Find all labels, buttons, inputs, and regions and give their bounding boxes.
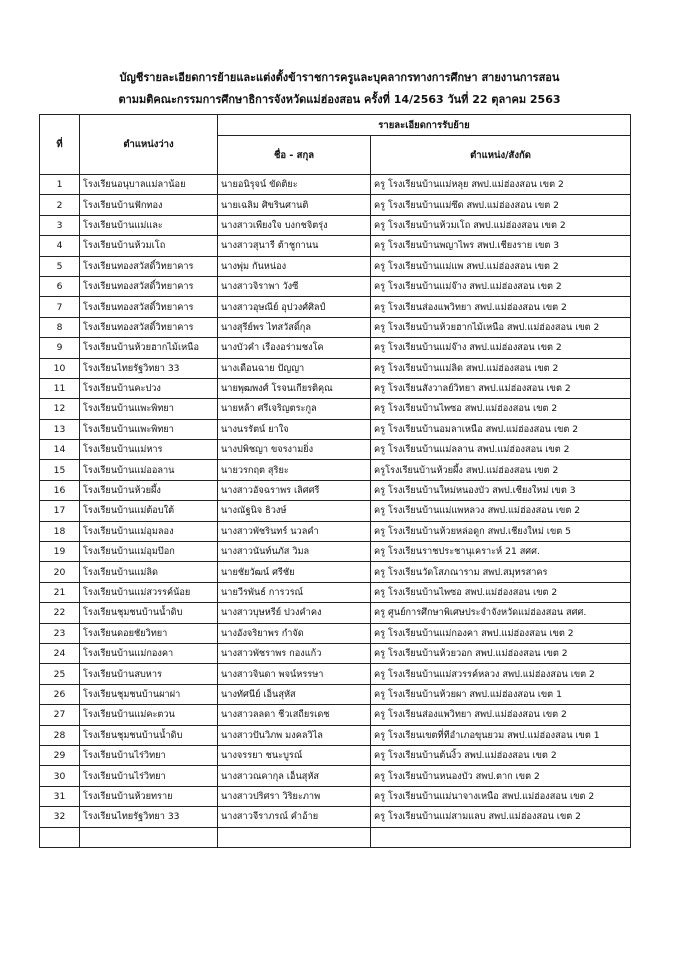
cell-no: 18 <box>40 521 80 541</box>
table-row <box>40 256 631 276</box>
cell-name: นางสาวสุนารี ต้าชูกานน <box>218 236 371 256</box>
cell-no: 10 <box>40 358 80 378</box>
cell-origin: ครู ศูนย์การศึกษาพิเศษประจำจังหวัดแม่ฮ่องสอน สศศ. <box>371 603 631 623</box>
cell-origin: ครู โรงเรียนส่องแพวิทยา สพป.แม่ฮ่องสอน เขต 2 <box>371 297 631 317</box>
cell-origin: ครู โรงเรียนบ้านห้วยวอก สพป.แม่ฮ่องสอน เขต 2 <box>371 643 631 663</box>
table-row <box>40 664 631 684</box>
cell-name: นายวรกฤต สุริยะ <box>218 460 371 480</box>
cell-position: โรงเรียนบ้านแม่คะตวน <box>80 705 218 725</box>
empty-cell <box>371 827 631 847</box>
cell-name: นายอนิรุจน์ ขัดติยะ <box>218 175 371 195</box>
cell-position: โรงเรียนทองสวัสดิ์วิทยาคาร <box>80 256 218 276</box>
cell-no: 9 <box>40 338 80 358</box>
cell-name: นายหล้า ศรีเจริญตระกูล <box>218 399 371 419</box>
cell-no: 23 <box>40 623 80 643</box>
cell-name: นางสาวพัชรินทร์ นวลคำ <box>218 521 371 541</box>
cell-origin: ครู โรงเรียนวัดโสภณาราม สพป.สมุทรสาคร <box>371 562 631 582</box>
table-row <box>40 195 631 215</box>
cell-no: 4 <box>40 236 80 256</box>
table-row <box>40 562 631 582</box>
cell-position: โรงเรียนบ้านแม่อุมป๊อก <box>80 542 218 562</box>
cell-name: นายเฉลิม ศิขรินศานติ <box>218 195 371 215</box>
cell-no: 11 <box>40 378 80 398</box>
cell-origin: ครู โรงเรียนบ้านห้วมเโถ สพป.แม่ฮ่องสอน เขต 2 <box>371 215 631 235</box>
cell-position: โรงเรียนบ้านแม่ต้อบใต้ <box>80 501 218 521</box>
table-row <box>40 582 631 602</box>
cell-name: นางณัฐนิจ ธิวงษ์ <box>218 501 371 521</box>
cell-no: 2 <box>40 195 80 215</box>
cell-name: นายชัยวัฒน์ ศรีชัย <box>218 562 371 582</box>
table-row <box>40 521 631 541</box>
cell-origin: ครู โรงเรียนบ้านแม่ลลาน สพป.แม่ฮ่องสอน เขต 2 <box>371 440 631 460</box>
cell-origin: ครู โรงเรียนบ้านห้วยหล่อดูก สพป.เชียงใหม่ เขต 5 <box>371 521 631 541</box>
table-row <box>40 643 631 663</box>
cell-position: โรงเรียนบ้านแม่ออลาน <box>80 460 218 480</box>
cell-name: นายพุฒพงศ์ โรจนเกียรติคุณ <box>218 378 371 398</box>
table-row <box>40 745 631 765</box>
table-row <box>40 378 631 398</box>
cell-no: 20 <box>40 562 80 582</box>
header-no: ที่ <box>40 115 80 175</box>
cell-name: นางสาวพัชราพร กองแก้ว <box>218 643 371 663</box>
empty-cell <box>218 827 371 847</box>
table-row <box>40 766 631 786</box>
cell-name: นางบัวคำ เรืองอร่ามชงโค <box>218 338 371 358</box>
cell-name: นางสาวเพียงใจ บงกชจิตรุ่ง <box>218 215 371 235</box>
cell-no: 31 <box>40 786 80 806</box>
header-detail: รายละเอียดการรับย้าย <box>218 115 631 136</box>
cell-no: 13 <box>40 419 80 439</box>
table-row <box>40 175 631 195</box>
cell-origin: ครูโรงเรียนบ้านห้วยผึ้ง สพป.แม่ฮ่องสอน เขต 2 <box>371 460 631 480</box>
cell-position: โรงเรียนบ้านแม่กองคา <box>80 643 218 663</box>
table-row <box>40 807 631 827</box>
table-row <box>40 501 631 521</box>
cell-origin: ครู โรงเรียนบ้านใหม่หนองบัว สพป.เชียงใหม่ เขต 3 <box>371 480 631 500</box>
table-row <box>40 440 631 460</box>
cell-position: โรงเรียนชุมชนบ้านน้ำดิบ <box>80 725 218 745</box>
cell-name: นางสาวอัจฉราพร เลิศศรี <box>218 480 371 500</box>
cell-name: นางทัศนีย์ เอ็นสุหัส <box>218 684 371 704</box>
cell-position: โรงเรียนบ้านห้วยฮากไม้เหนือ <box>80 338 218 358</box>
cell-no: 14 <box>40 440 80 460</box>
cell-name: นางสาวปันวิภพ มงคลวิไล <box>218 725 371 745</box>
cell-name: นางสาวณคากุล เอ็นสุหัส <box>218 766 371 786</box>
header-position: ตำแหน่งว่าง <box>80 115 218 175</box>
table-row <box>40 705 631 725</box>
cell-origin: ครู โรงเรียนบ้านไพซอ สพป.แม่ฮ่องสอน เขต 2 <box>371 582 631 602</box>
cell-position: โรงเรียนไทยรัฐวิทยา 33 <box>80 358 218 378</box>
cell-no: 28 <box>40 725 80 745</box>
cell-position: โรงเรียนอนุบาลแม่ลาน้อย <box>80 175 218 195</box>
table-row <box>40 786 631 806</box>
cell-position: โรงเรียนบ้านแม่ลิด <box>80 562 218 582</box>
cell-origin: ครู โรงเรียนบ้านแม่กองคา สพป.แม่ฮ่องสอน เขต 2 <box>371 623 631 643</box>
cell-no: 1 <box>40 175 80 195</box>
cell-position: โรงเรียนบ้านฟักทอง <box>80 195 218 215</box>
empty-cell <box>40 827 80 847</box>
cell-origin: ครู โรงเรียนบ้านแม่สามแลบ สพป.แม่ฮ่องสอน เขต 2 <box>371 807 631 827</box>
cell-position: โรงเรียนชุมชนบ้านผาผ่า <box>80 684 218 704</box>
empty-row <box>40 827 631 847</box>
cell-name: นางสาวจิราพา วังซี <box>218 276 371 296</box>
table-row <box>40 725 631 745</box>
cell-origin: ครู โรงเรียนบ้านแม่ซึด สพป.แม่ฮ่องสอน เขต 2 <box>371 195 631 215</box>
cell-position: โรงเรียนบ้านห้วมเโถ <box>80 236 218 256</box>
header-origin: ตำแหน่ง/สังกัด <box>371 136 631 175</box>
cell-no: 32 <box>40 807 80 827</box>
cell-origin: ครู โรงเรียนบ้านห้วยฮากไม้เหนือ สพป.แม่ฮ่องสอน เขต 2 <box>371 317 631 337</box>
cell-no: 25 <box>40 664 80 684</box>
cell-origin: ครู โรงเรียนส่องแพวิทยา สพป.แม่ฮ่องสอน เขต 2 <box>371 705 631 725</box>
cell-position: โรงเรียนบ้านคะปวง <box>80 378 218 398</box>
cell-name: นางสาวนันท์นภัส วิมล <box>218 542 371 562</box>
cell-no: 8 <box>40 317 80 337</box>
cell-no: 3 <box>40 215 80 235</box>
document-subtitle: ตามมติคณะกรรมการศึกษาธิการจังหวัดแม่ฮ่องสอน ครั้งที่ 14/2563 วันที่ 22 ตุลาคม 2563 <box>118 93 561 106</box>
table-row <box>40 338 631 358</box>
cell-no: 12 <box>40 399 80 419</box>
cell-no: 26 <box>40 684 80 704</box>
table-row <box>40 399 631 419</box>
table-row <box>40 480 631 500</box>
cell-origin: ครู โรงเรียนบ้านอมลาเหนือ สพป.แม่ฮ่องสอน เขต 2 <box>371 419 631 439</box>
cell-origin: ครู โรงเรียนสังวาลย์วิทยา สพป.แม่ฮ่องสอน เขต 2 <box>371 378 631 398</box>
cell-origin: ครู โรงเรียนบ้านแม่หลุย สพป.แม่ฮ่องสอน เขต 2 <box>371 175 631 195</box>
cell-no: 30 <box>40 766 80 786</box>
cell-no: 16 <box>40 480 80 500</box>
table-row <box>40 684 631 704</box>
cell-position: โรงเรียนบ้านไร่วิทยา <box>80 745 218 765</box>
cell-origin: ครู โรงเรียนบ้านแม่จ๊าง สพป.แม่ฮ่องสอน เขต 2 <box>371 338 631 358</box>
cell-no: 22 <box>40 603 80 623</box>
cell-name: นางสาวบุษหรีย์ ปวงคำคง <box>218 603 371 623</box>
cell-no: 15 <box>40 460 80 480</box>
cell-origin: ครู โรงเรียนบ้านแม่แพ สพป.แม่ฮ่องสอน เขต 2 <box>371 256 631 276</box>
document-title: บัญชีรายละเอียดการย้ายและแต่งตั้งข้าราชการครูและบุคลากรทางการศึกษา สายงานการสอน <box>119 71 560 84</box>
table-row <box>40 358 631 378</box>
cell-name: นางสุรีย์พร ไทสวัสดิ์กุล <box>218 317 371 337</box>
empty-cell <box>80 827 218 847</box>
table-row <box>40 603 631 623</box>
cell-origin: ครู โรงเรียนบ้านแม่จ๊าง สพป.แม่ฮ่องสอน เขต 2 <box>371 276 631 296</box>
cell-origin: ครู โรงเรียนบ้านแม่แพหลวง สพป.แม่ฮ่องสอน เขต 2 <box>371 501 631 521</box>
cell-position: โรงเรียนดอยชัยวิทยา <box>80 623 218 643</box>
table-row <box>40 419 631 439</box>
cell-position: โรงเรียนบ้านห้วยทราย <box>80 786 218 806</box>
table-row <box>40 542 631 562</box>
cell-origin: ครู โรงเรียนเขตที่ทีอำเภอขุนยวม สพป.แม่ฮ่องสอน เขต 1 <box>371 725 631 745</box>
table-row <box>40 623 631 643</box>
cell-origin: ครู โรงเรียนบ้านต้นงิ้ว สพป.แม่ฮ่องสอน เขต 2 <box>371 745 631 765</box>
cell-position: โรงเรียนบ้านแม่สวรรค์น้อย <box>80 582 218 602</box>
cell-position: โรงเรียนบ้านแม่หาร <box>80 440 218 460</box>
cell-name: นางสาวจีราภรณ์ คำอ้าย <box>218 807 371 827</box>
cell-name: นางสาวปริศรา วิริยะภาพ <box>218 786 371 806</box>
cell-origin: ครู โรงเรียนบ้านแม่สวรรค์หลวง สพป.แม่ฮ่องสอน เขต 2 <box>371 664 631 684</box>
cell-name: นางปพิชญา ขจรงามยิ่ง <box>218 440 371 460</box>
cell-no: 29 <box>40 745 80 765</box>
cell-position: โรงเรียนทองสวัสดิ์วิทยาคาร <box>80 297 218 317</box>
table-body <box>40 175 631 848</box>
cell-no: 7 <box>40 297 80 317</box>
cell-name: นางพุ่ม กันหน่อง <box>218 256 371 276</box>
table-row <box>40 460 631 480</box>
cell-position: โรงเรียนทองสวัสดิ์วิทยาคาร <box>80 317 218 337</box>
cell-name: นายวีรพันธ์ การวรณ์ <box>218 582 371 602</box>
cell-name: นางนรรัตน์ ยาใจ <box>218 419 371 439</box>
cell-position: โรงเรียนบ้านแพะพิทยา <box>80 399 218 419</box>
cell-position: โรงเรียนไทยรัฐวิทยา 33 <box>80 807 218 827</box>
cell-name: นางจรรยา ชนะบูรณ์ <box>218 745 371 765</box>
cell-no: 21 <box>40 582 80 602</box>
cell-position: โรงเรียนบ้านแม่และ <box>80 215 218 235</box>
cell-position: โรงเรียนทองสวัสดิ์วิทยาคาร <box>80 276 218 296</box>
cell-position: โรงเรียนบ้านห้วยผึ้ง <box>80 480 218 500</box>
transfer-table <box>39 114 631 848</box>
cell-position: โรงเรียนบ้านแม่อุมลอง <box>80 521 218 541</box>
cell-no: 5 <box>40 256 80 276</box>
table-row <box>40 215 631 235</box>
table-row <box>40 297 631 317</box>
header-name: ชื่อ - สกุล <box>218 136 371 175</box>
table-row <box>40 236 631 256</box>
cell-name: นางอังจริยาพร กำจัด <box>218 623 371 643</box>
cell-origin: ครู โรงเรียนบ้านไพซอ สพป.แม่ฮ่องสอน เขต 2 <box>371 399 631 419</box>
table-row <box>40 276 631 296</box>
cell-no: 17 <box>40 501 80 521</box>
cell-name: นางสาวจินดา พจน์หรรษา <box>218 664 371 684</box>
cell-no: 19 <box>40 542 80 562</box>
cell-position: โรงเรียนบ้านแพะพิทยา <box>80 419 218 439</box>
table-row <box>40 317 631 337</box>
cell-origin: ครู โรงเรียนบ้านแม่ลิด สพป.แม่ฮ่องสอน เขต 2 <box>371 358 631 378</box>
cell-no: 6 <box>40 276 80 296</box>
cell-name: นางเดือนฉาย ปัญญา <box>218 358 371 378</box>
cell-origin: ครู โรงเรียนราชประชานุเคราะห์ 21 สศศ. <box>371 542 631 562</box>
cell-name: นางสาวลลดา ชีวเสถียรเดช <box>218 705 371 725</box>
cell-origin: ครู โรงเรียนบ้านแม่นาจางเหนือ สพป.แม่ฮ่องสอน เขต 2 <box>371 786 631 806</box>
cell-no: 24 <box>40 643 80 663</box>
cell-name: นางสาวอุษณีย์ อุปวงศ์ศิลป์ <box>218 297 371 317</box>
cell-origin: ครู โรงเรียนบ้านห้วยผา สพป.แม่ฮ่องสอน เขต 1 <box>371 684 631 704</box>
cell-no: 27 <box>40 705 80 725</box>
cell-origin: ครู โรงเรียนบ้านหนองบัว สพป.ตาก เขต 2 <box>371 766 631 786</box>
cell-origin: ครู โรงเรียนบ้านพญาไพร สพป.เชียงราย เขต 3 <box>371 236 631 256</box>
cell-position: โรงเรียนชุมชนบ้านน้ำดิบ <box>80 603 218 623</box>
cell-position: โรงเรียนบ้านสบหาร <box>80 664 218 684</box>
cell-position: โรงเรียนบ้านไร่วิทยา <box>80 766 218 786</box>
